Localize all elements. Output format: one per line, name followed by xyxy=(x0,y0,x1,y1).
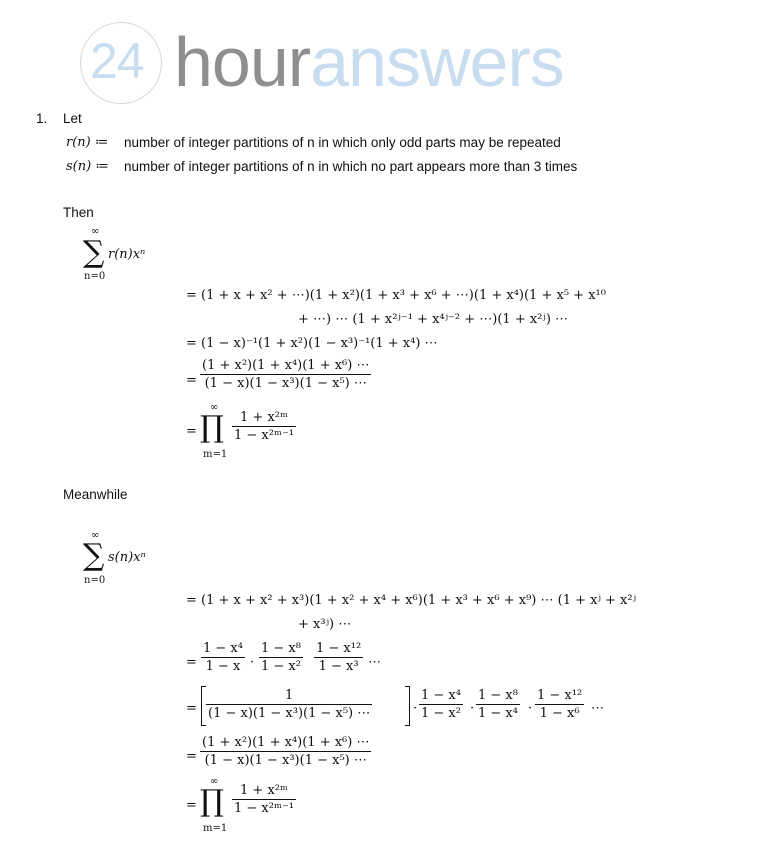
meanwhile-label: Meanwhile xyxy=(63,487,128,502)
eq2-line3-bracket-fraction xyxy=(206,688,372,721)
eq1-line3-eq: = xyxy=(186,373,197,388)
sum1-upper-limit: ∞ xyxy=(91,226,100,237)
eq2-line5-eq: = xyxy=(186,798,197,813)
eq1-line1: = (1 + x + x² + ⋯)(1 + x²)(1 + x³ + x⁶ + ⋯)(1 + x⁴)(1 + x⁵ + x¹⁰ xyxy=(186,288,606,303)
prod1-lower-limit: m=1 xyxy=(203,449,228,460)
eq2-line3-fraction-2 xyxy=(476,688,520,721)
eq2-line2-f1-numerator: 1 − x⁴ xyxy=(203,641,243,656)
eq2-line3-right-bracket xyxy=(405,686,410,726)
s-definition-lhs: s(n) ≔ xyxy=(66,159,109,174)
eq2-line3-dot-3: · xyxy=(528,701,533,716)
prod2-lower-limit: m=1 xyxy=(203,823,228,834)
eq2-line3-g2-denominator: 1 − x⁴ xyxy=(478,706,518,721)
eq1-line4-eq: = xyxy=(186,424,197,439)
eq1-line3-numerator: (1 + x²)(1 + x⁴)(1 + x⁶) ⋯ xyxy=(202,358,370,373)
problem-number: 1. xyxy=(36,111,48,126)
eq2-line2-fraction-1 xyxy=(201,641,245,674)
eq2-line3-g3-denominator: 1 − x⁶ xyxy=(539,706,580,721)
logo-number: 24 xyxy=(90,33,144,89)
eq2-line2-dot-1: · xyxy=(250,655,255,670)
eq1-line3-denominator: (1 − x)(1 − x³)(1 − x⁵) ⋯ xyxy=(204,376,367,391)
then-label: Then xyxy=(63,205,94,220)
eq2-line4-fraction xyxy=(200,735,371,768)
eq2-line3-eq: = xyxy=(186,701,197,716)
eq2-line3-dot-1: · xyxy=(413,701,418,716)
sum2-term: s(n)xⁿ xyxy=(108,550,146,565)
logo-word-answers: answers xyxy=(310,23,564,101)
prod2-upper-limit: ∞ xyxy=(210,776,219,787)
eq2-line3-g3-numerator: 1 − x¹² xyxy=(537,688,583,703)
eq2-line3-g1-denominator: 1 − x² xyxy=(421,706,461,721)
eq2-line2-ellipsis: ⋯ xyxy=(368,655,381,670)
eq2-line2-f3-numerator: 1 − x¹² xyxy=(316,641,362,656)
eq2-line3-fraction-1 xyxy=(419,688,463,721)
eq2-line4-eq: = xyxy=(186,749,197,764)
eq2-line2-fraction-2 xyxy=(259,641,303,674)
eq2-line4-numerator: (1 + x²)(1 + x⁴)(1 + x⁶) ⋯ xyxy=(202,735,370,750)
eq1-line4-numerator: 1 + x²ᵐ xyxy=(232,410,296,427)
eq2-line1-cont: + x³ʲ) ⋯ xyxy=(298,617,352,632)
let-label: Let xyxy=(63,111,82,126)
eq1-line4-fraction xyxy=(232,410,296,443)
eq2-line2-f1-denominator: 1 − x xyxy=(205,659,241,674)
eq2-line1: = (1 + x + x² + x³)(1 + x² + x⁴ + x⁶)(1 + x³ + x⁶ + x⁹) ⋯ (1 + xʲ + x²ʲ xyxy=(186,593,637,608)
eq2-line3-ellipsis: ⋯ xyxy=(591,701,604,716)
eq2-line3-g2-numerator: 1 − x⁸ xyxy=(478,688,518,703)
eq1-line1-cont: + ⋯) ⋯ (1 + x²ʲ⁻¹ + x⁴ʲ⁻² + ⋯)(1 + x²ʲ) ⋯ xyxy=(298,312,569,327)
eq2-line2-f3-denominator: 1 − x³ xyxy=(318,659,359,674)
eq2-line4-denominator: (1 − x)(1 − x³)(1 − x⁵) ⋯ xyxy=(204,753,367,768)
logo-wordmark xyxy=(174,22,564,102)
eq1-line3-fraction xyxy=(200,358,371,391)
eq2-line3-b-denominator: (1 − x)(1 − x³)(1 − x⁵) ⋯ xyxy=(208,706,371,721)
eq2-line3-dot-2: · xyxy=(470,701,475,716)
eq2-line5-numerator: 1 + x²ᵐ xyxy=(232,783,296,800)
eq2-line5-fraction xyxy=(232,783,296,816)
eq2-line2-eq: = xyxy=(186,655,197,670)
eq2-line3-fraction-3 xyxy=(535,688,584,721)
eq2-line3-g1-numerator: 1 − x⁴ xyxy=(421,688,461,703)
eq2-line2-fraction-3 xyxy=(314,641,363,674)
r-definition-lhs: r(n) ≔ xyxy=(66,135,109,150)
eq1-line4-denominator: 1 − x²ᵐ⁻¹ xyxy=(234,428,295,443)
logo-word-hour: hour xyxy=(174,23,311,101)
prod1-pi: ∏ xyxy=(200,410,224,445)
prod1-upper-limit: ∞ xyxy=(210,402,219,413)
sum1-term: r(n)xⁿ xyxy=(108,247,146,262)
sum2-upper-limit: ∞ xyxy=(91,530,100,541)
r-definition-text: number of integer partitions of n in which only odd parts may be repeated xyxy=(124,135,561,150)
prod2-pi: ∏ xyxy=(200,784,224,819)
sum2-lower-limit: n=0 xyxy=(84,575,106,586)
eq2-line3-b-numerator: 1 xyxy=(206,688,372,705)
sum1-sigma: ∑ xyxy=(83,235,105,270)
s-definition-text: number of integer partitions of n in which no part appears more than 3 times xyxy=(124,159,578,174)
sum2-sigma: ∑ xyxy=(83,538,105,573)
eq1-line2: = (1 − x)⁻¹(1 + x²)(1 − x³)⁻¹(1 + x⁴) ⋯ xyxy=(186,336,438,351)
eq2-line5-denominator: 1 − x²ᵐ⁻¹ xyxy=(234,801,295,816)
eq2-line2-f2-numerator: 1 − x⁸ xyxy=(261,641,301,656)
eq2-line2-f2-denominator: 1 − x² xyxy=(261,659,301,674)
sum1-lower-limit: n=0 xyxy=(84,271,106,282)
